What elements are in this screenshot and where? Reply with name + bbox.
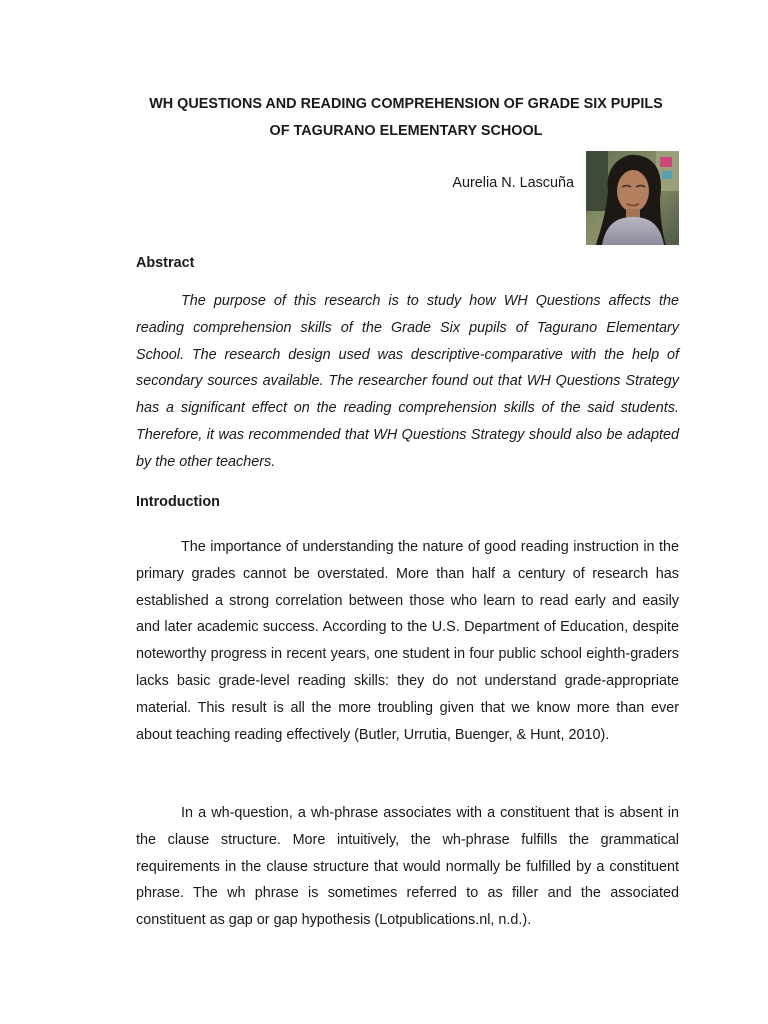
author-name: Aurelia N. Lascuña [452, 175, 574, 191]
paper-title [120, 91, 692, 145]
title-line-2: OF TAGURANO ELEMENTARY SCHOOL [269, 123, 543, 139]
title-line-1: WH QUESTIONS AND READING COMPREHENSION OF GRADE SIX PUPILS [149, 96, 663, 112]
intro-paragraph-2: In a wh-question, a wh-phrase associates with a constituent that is absent in the clause structure. More intuitively, the wh-phrase fulfills the grammatical requirements in the clause structure that would normally be fulfilled by a constituent phrase. The wh phrase is sometimes referred to as filler and the associated constituent as gap or gap hypothesis (Lotpublications.nl, n.d.). [136, 805, 679, 929]
author-photo [586, 151, 679, 245]
introduction-heading: Introduction [136, 494, 220, 510]
intro-paragraph-1: The importance of understanding the nature of good reading instruction in the primary grades cannot be overstated. More than half a century of research has established a strong correlation between those who learn to read early and easily and later academic success. According to the U.S. Department of Education, despite noteworthy progress in recent years, one student in four public school eighth-graders lacks basic grade-level reading skills: they do not understand grade-appropriate material. This result is all the more troubling given that we know more than ever about teaching reading effectively (Butler, Urrutia, Buenger, & Hunt, 2010). [136, 539, 679, 743]
abstract-paragraph: The purpose of this research is to study how WH Questions affects the reading comprehension skills of the Grade Six pupils of Tagurano Elementary School. The research design used was descriptive-comparative with the help of secondary sources available. The researcher found out that WH Questions Strategy has a significant effect on the reading comprehension skills of the said students. Therefore, it was recommended that WH Questions Strategy should also be adapted by the other teachers. [136, 293, 679, 470]
abstract-heading: Abstract [136, 255, 195, 271]
